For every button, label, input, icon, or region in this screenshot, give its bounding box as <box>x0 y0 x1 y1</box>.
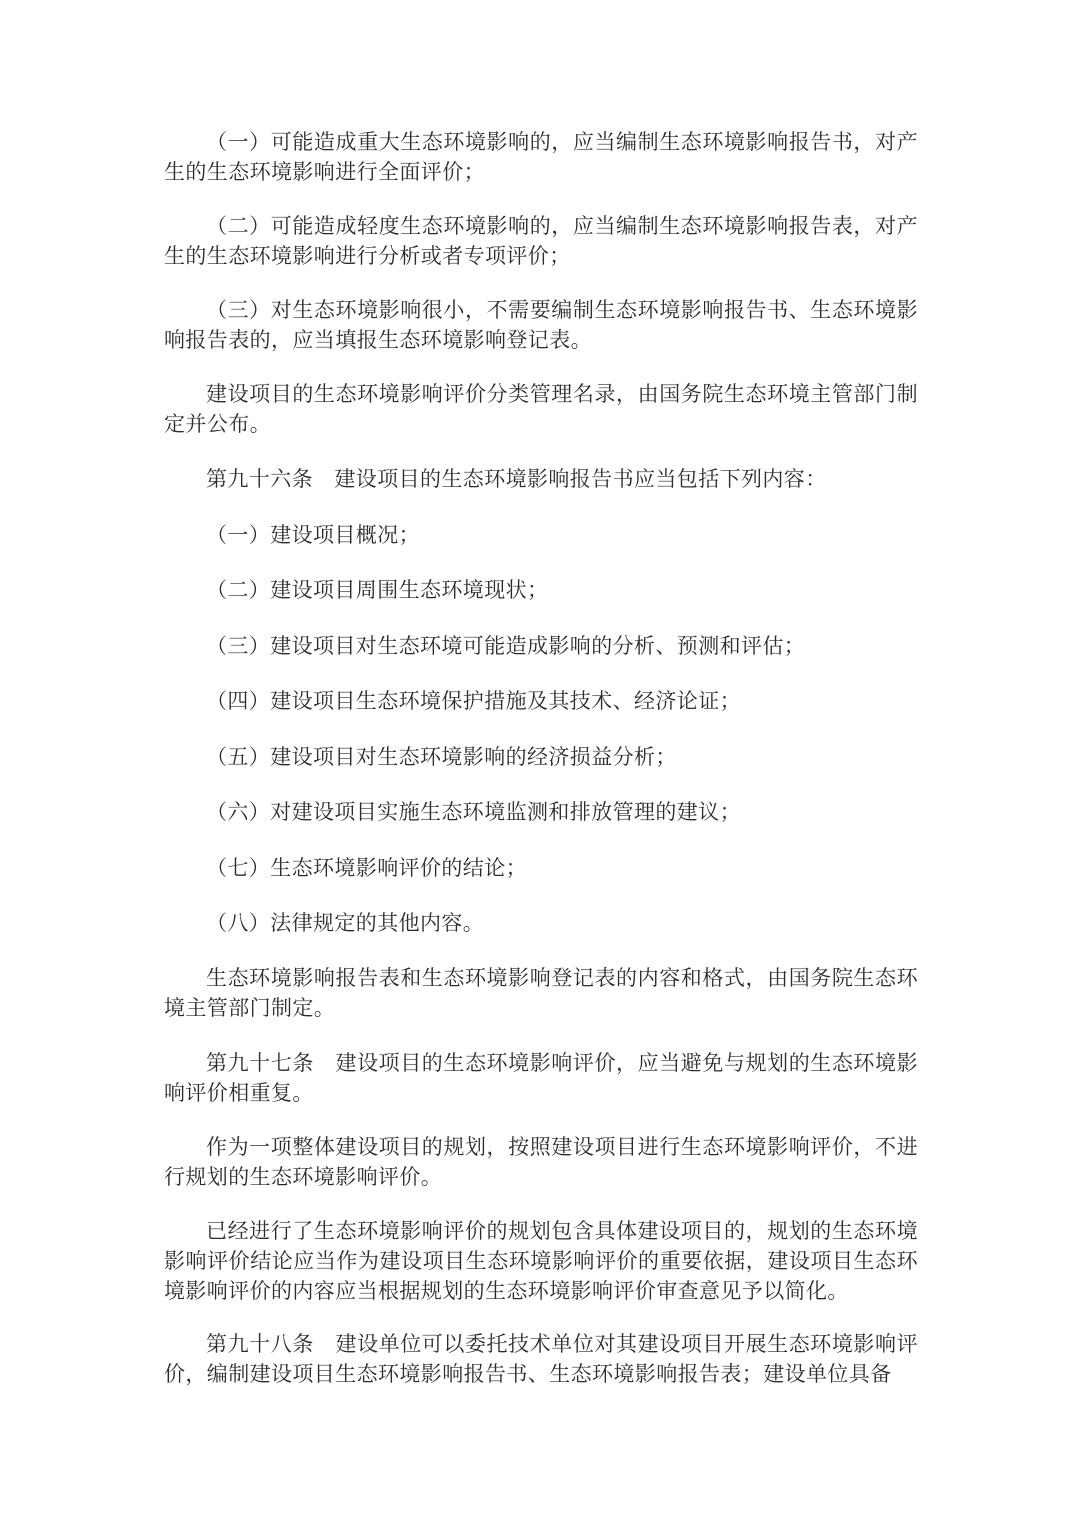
article-96-item-7: （七）生态环境影响评价的结论； <box>206 856 527 880</box>
list-item-3: （三）对生态环境影响很小，不需要编制生态环境影响报告书、生态环境影响报告表的，应当填报生态环境影响登记表。 <box>164 298 918 352</box>
article-96-item-6: （六）对建设项目实施生态环境监测和排放管理的建议； <box>206 800 741 824</box>
article-96-item-5: （五）建设项目对生态环境影响的经济损益分析； <box>206 745 677 769</box>
paragraph-catalog: 建设项目的生态环境影响评价分类管理名录，由国务院生态环境主管部门制定并公布。 <box>164 382 918 436</box>
article-96-item-1: （一）建设项目概况； <box>206 523 420 547</box>
list-item-2: （二）可能造成轻度生态环境影响的，应当编制生态环境影响报告表，对产生的生态环境影响进行分析或者专项评价； <box>164 214 918 268</box>
article-98-heading: 第九十八条 建设单位可以委托技术单位对其建设项目开展生态环境影响评价，编制建设项目生态环境影响报告书、生态环境影响报告表；建设单位具备 <box>164 1332 918 1386</box>
paragraph-plan-assessment: 已经进行了生态环境影响评价的规划包含具体建设项目的，规划的生态环境影响评价结论应当作为建设项目生态环境影响评价的重要依据，建设项目生态环境影响评价的内容应当根据规划的生态环境影响评价审查意见予以简化。 <box>164 1219 918 1303</box>
article-96-heading: 第九十六条 建设项目的生态环境影响报告书应当包括下列内容： <box>206 467 827 491</box>
article-96-item-2: （二）建设项目周围生态环境现状； <box>206 578 549 602</box>
paragraph-report-form: 生态环境影响报告表和生态环境影响登记表的内容和格式，由国务院生态环境主管部门制定。 <box>164 966 918 1020</box>
paragraph-overall-plan: 作为一项整体建设项目的规划，按照建设项目进行生态环境影响评价，不进行规划的生态环境影响评价。 <box>164 1135 918 1189</box>
article-96-item-4: （四）建设项目生态环境保护措施及其技术、经济论证； <box>206 689 741 713</box>
list-item-1: （一）可能造成重大生态环境影响的，应当编制生态环境影响报告书，对产生的生态环境影响进行全面评价； <box>164 130 918 184</box>
article-97-heading: 第九十七条 建设项目的生态环境影响评价，应当避免与规划的生态环境影响评价相重复。 <box>164 1051 918 1105</box>
article-96-item-3: （三）建设项目对生态环境可能造成影响的分析、预测和评估； <box>206 634 806 658</box>
article-96-item-8: （八）法律规定的其他内容。 <box>206 911 485 935</box>
